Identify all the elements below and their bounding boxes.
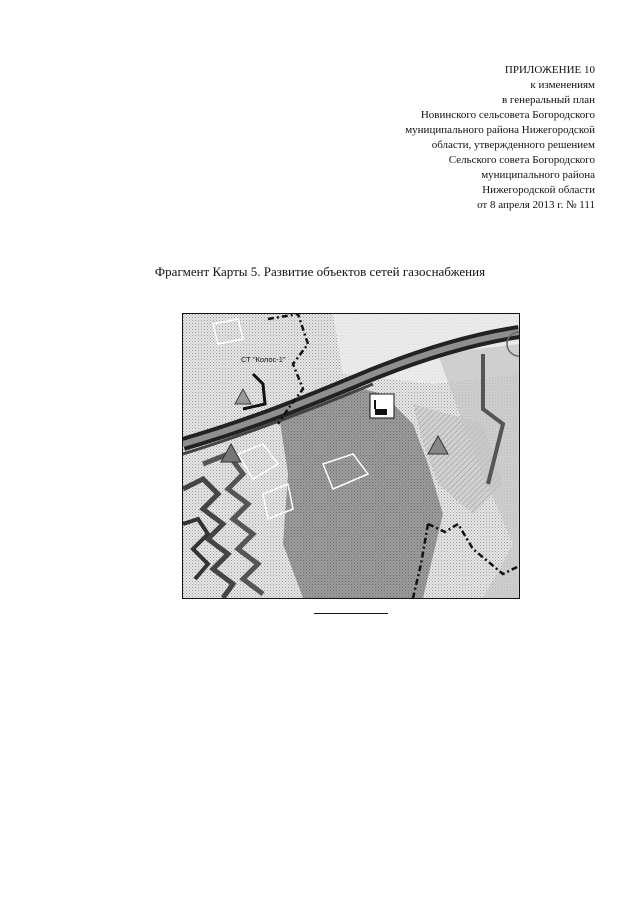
appendix-date-line: от 8 апреля 2013 г. № 111: [477, 199, 595, 211]
appendix-line: Новинского сельсовета Богородского: [420, 109, 595, 121]
appendix-line: муниципального района Нижегородской: [405, 124, 595, 136]
map-settlement-label: СТ "Колос-1": [241, 355, 286, 364]
appendix-line: муниципального района: [481, 169, 595, 181]
figure-title: Фрагмент Карты 5. Развитие объектов сетей газоснабжения: [154, 264, 486, 279]
appendix-line: Нижегородской области: [482, 184, 595, 196]
appendix-line: Сельского совета Богородского: [448, 154, 595, 166]
appendix-line: к изменениям: [530, 79, 595, 91]
appendix-line: в генеральный план: [501, 94, 595, 106]
appendix-line: области, утвержденного решением: [431, 139, 595, 151]
map-fragment: [182, 313, 520, 599]
appendix-title: ПРИЛОЖЕНИЕ 10: [504, 64, 595, 76]
map-symbol-fill: [375, 409, 387, 415]
closing-rule: [314, 613, 388, 614]
appendix-header: [295, 63, 595, 213]
map-image: [183, 314, 519, 598]
